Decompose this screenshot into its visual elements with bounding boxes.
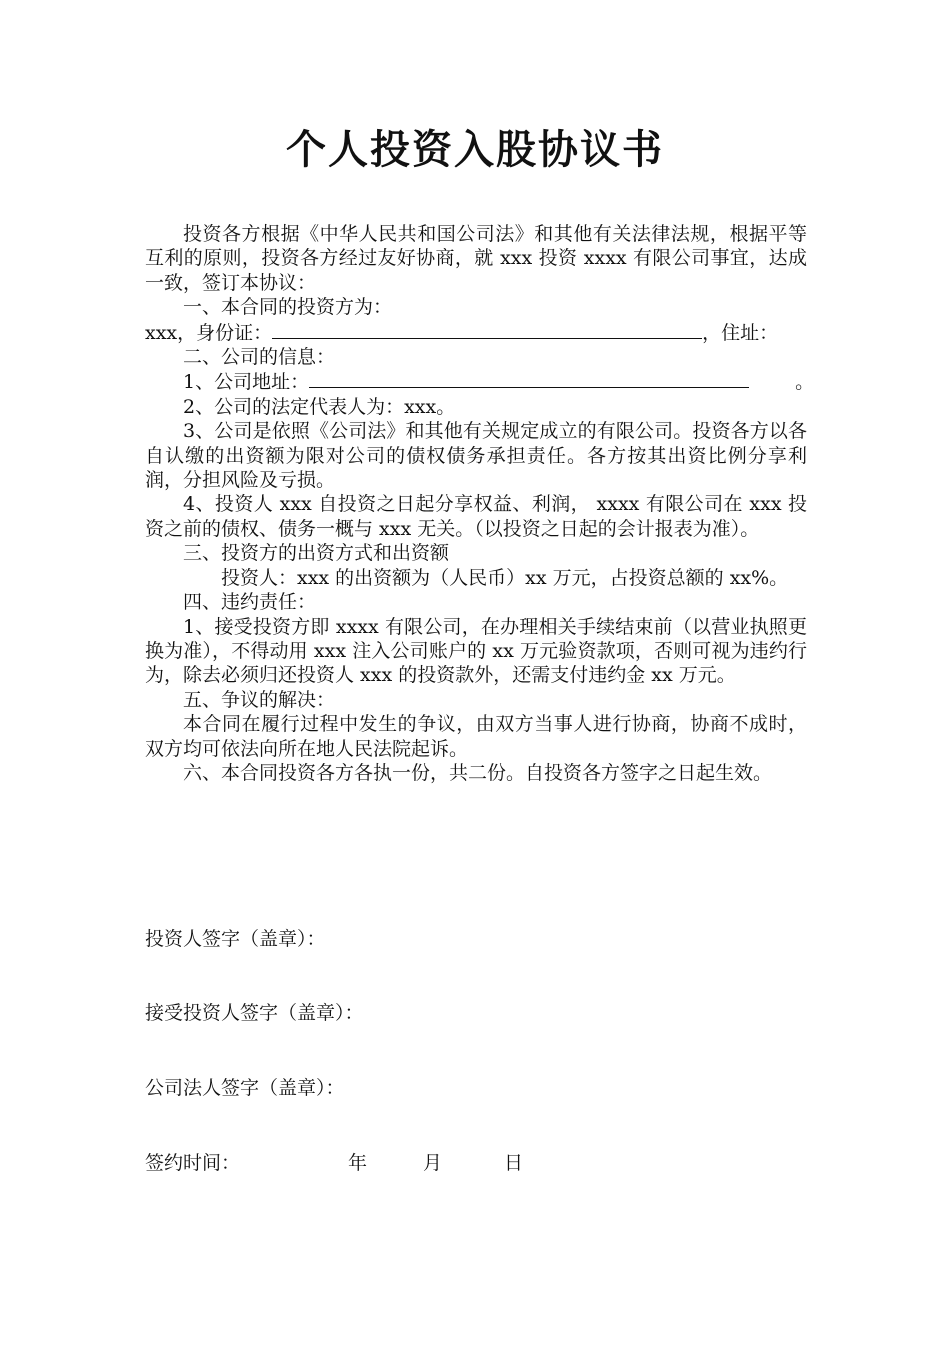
section-4-heading: 四、违约责任： [183,591,317,614]
section-6-text: 六、本合同投资各方各执一份，共二份。自投资各方签字之日起生效。 [183,761,773,784]
day-label: 日 [504,1152,524,1174]
company-address-line [145,369,815,394]
section-3-heading: 三、投资方的出资方式和出资额 [183,542,450,565]
investor-id-line [145,320,807,345]
section-3-text: 投资人：xxx 的出资额为（人民币）xx 万元，占投资总额的 xx%。 [221,566,789,589]
month-label: 月 [423,1152,443,1174]
company-address-prefix: 1、公司地址： [183,371,310,394]
signing-date-line [145,1148,523,1175]
year-label: 年 [348,1152,368,1174]
section-1-heading: 一、本合同的投资方为： [183,296,393,319]
section-5-text: 本合同在履行过程中发生的争议，由双方当事人进行协商，协商不成时，双方均可依法向所在地人民法院起诉。 [145,713,807,760]
company-address-suffix: 。 [795,371,815,394]
investor-signature-label: 投资人签字（盖章）： [145,928,326,950]
investor-id-prefix: xxx，身份证： [145,321,273,344]
investor-address-label: ，住址： [702,321,779,344]
section-4-text: 1、接受投资方即 xxxx 有限公司，在办理相关手续结束前（以营业执照更换为准），不得动用 xxx 注入公司账户的 xx 万元验资款项，否则可视为违约行为，除去必须归还投资人 xxx 的投资款外，还需支付违约金 xx 万元。 [145,615,807,687]
section-2-item-3: 3、公司是依照《公司法》和其他有关规定成立的有限公司。投资各方以各自认缴的出资额为限对公司的债权债务承担责任。各方按其出资比例分享利润，分担风险及亏损。 [145,420,807,492]
receiver-signature-label: 接受投资人签字（盖章）： [145,1002,364,1024]
legal-rep-line: 2、公司的法定代表人为：xxx。 [183,395,456,418]
intro-paragraph: 投资各方根据《中华人民共和国公司法》和其他有关法律法规，根据平等互利的原则，投资各方经过友好协商，就 xxx 投资 xxxx 有限公司事宜，达成一致，签订本协议： [145,223,807,294]
document-title: 个人投资入股协议书 [286,126,664,173]
section-2-item-4: 4、投资人 xxx 自投资之日起分享权益、利润， xxxx 有限公司在 xxx 投资之前的债权、债务一概与 xxx 无关。（以投资之日起的会计报表为准）。 [145,493,807,540]
legal-rep-signature-label: 公司法人签字（盖章）： [145,1077,345,1099]
section-5-heading: 五、争议的解决： [183,688,336,711]
id-number-blank [272,320,702,339]
document-body [145,222,815,785]
company-address-blank [309,369,749,388]
section-2-heading: 二、公司的信息： [183,346,336,369]
signing-date-label: 签约时间： [145,1152,241,1174]
